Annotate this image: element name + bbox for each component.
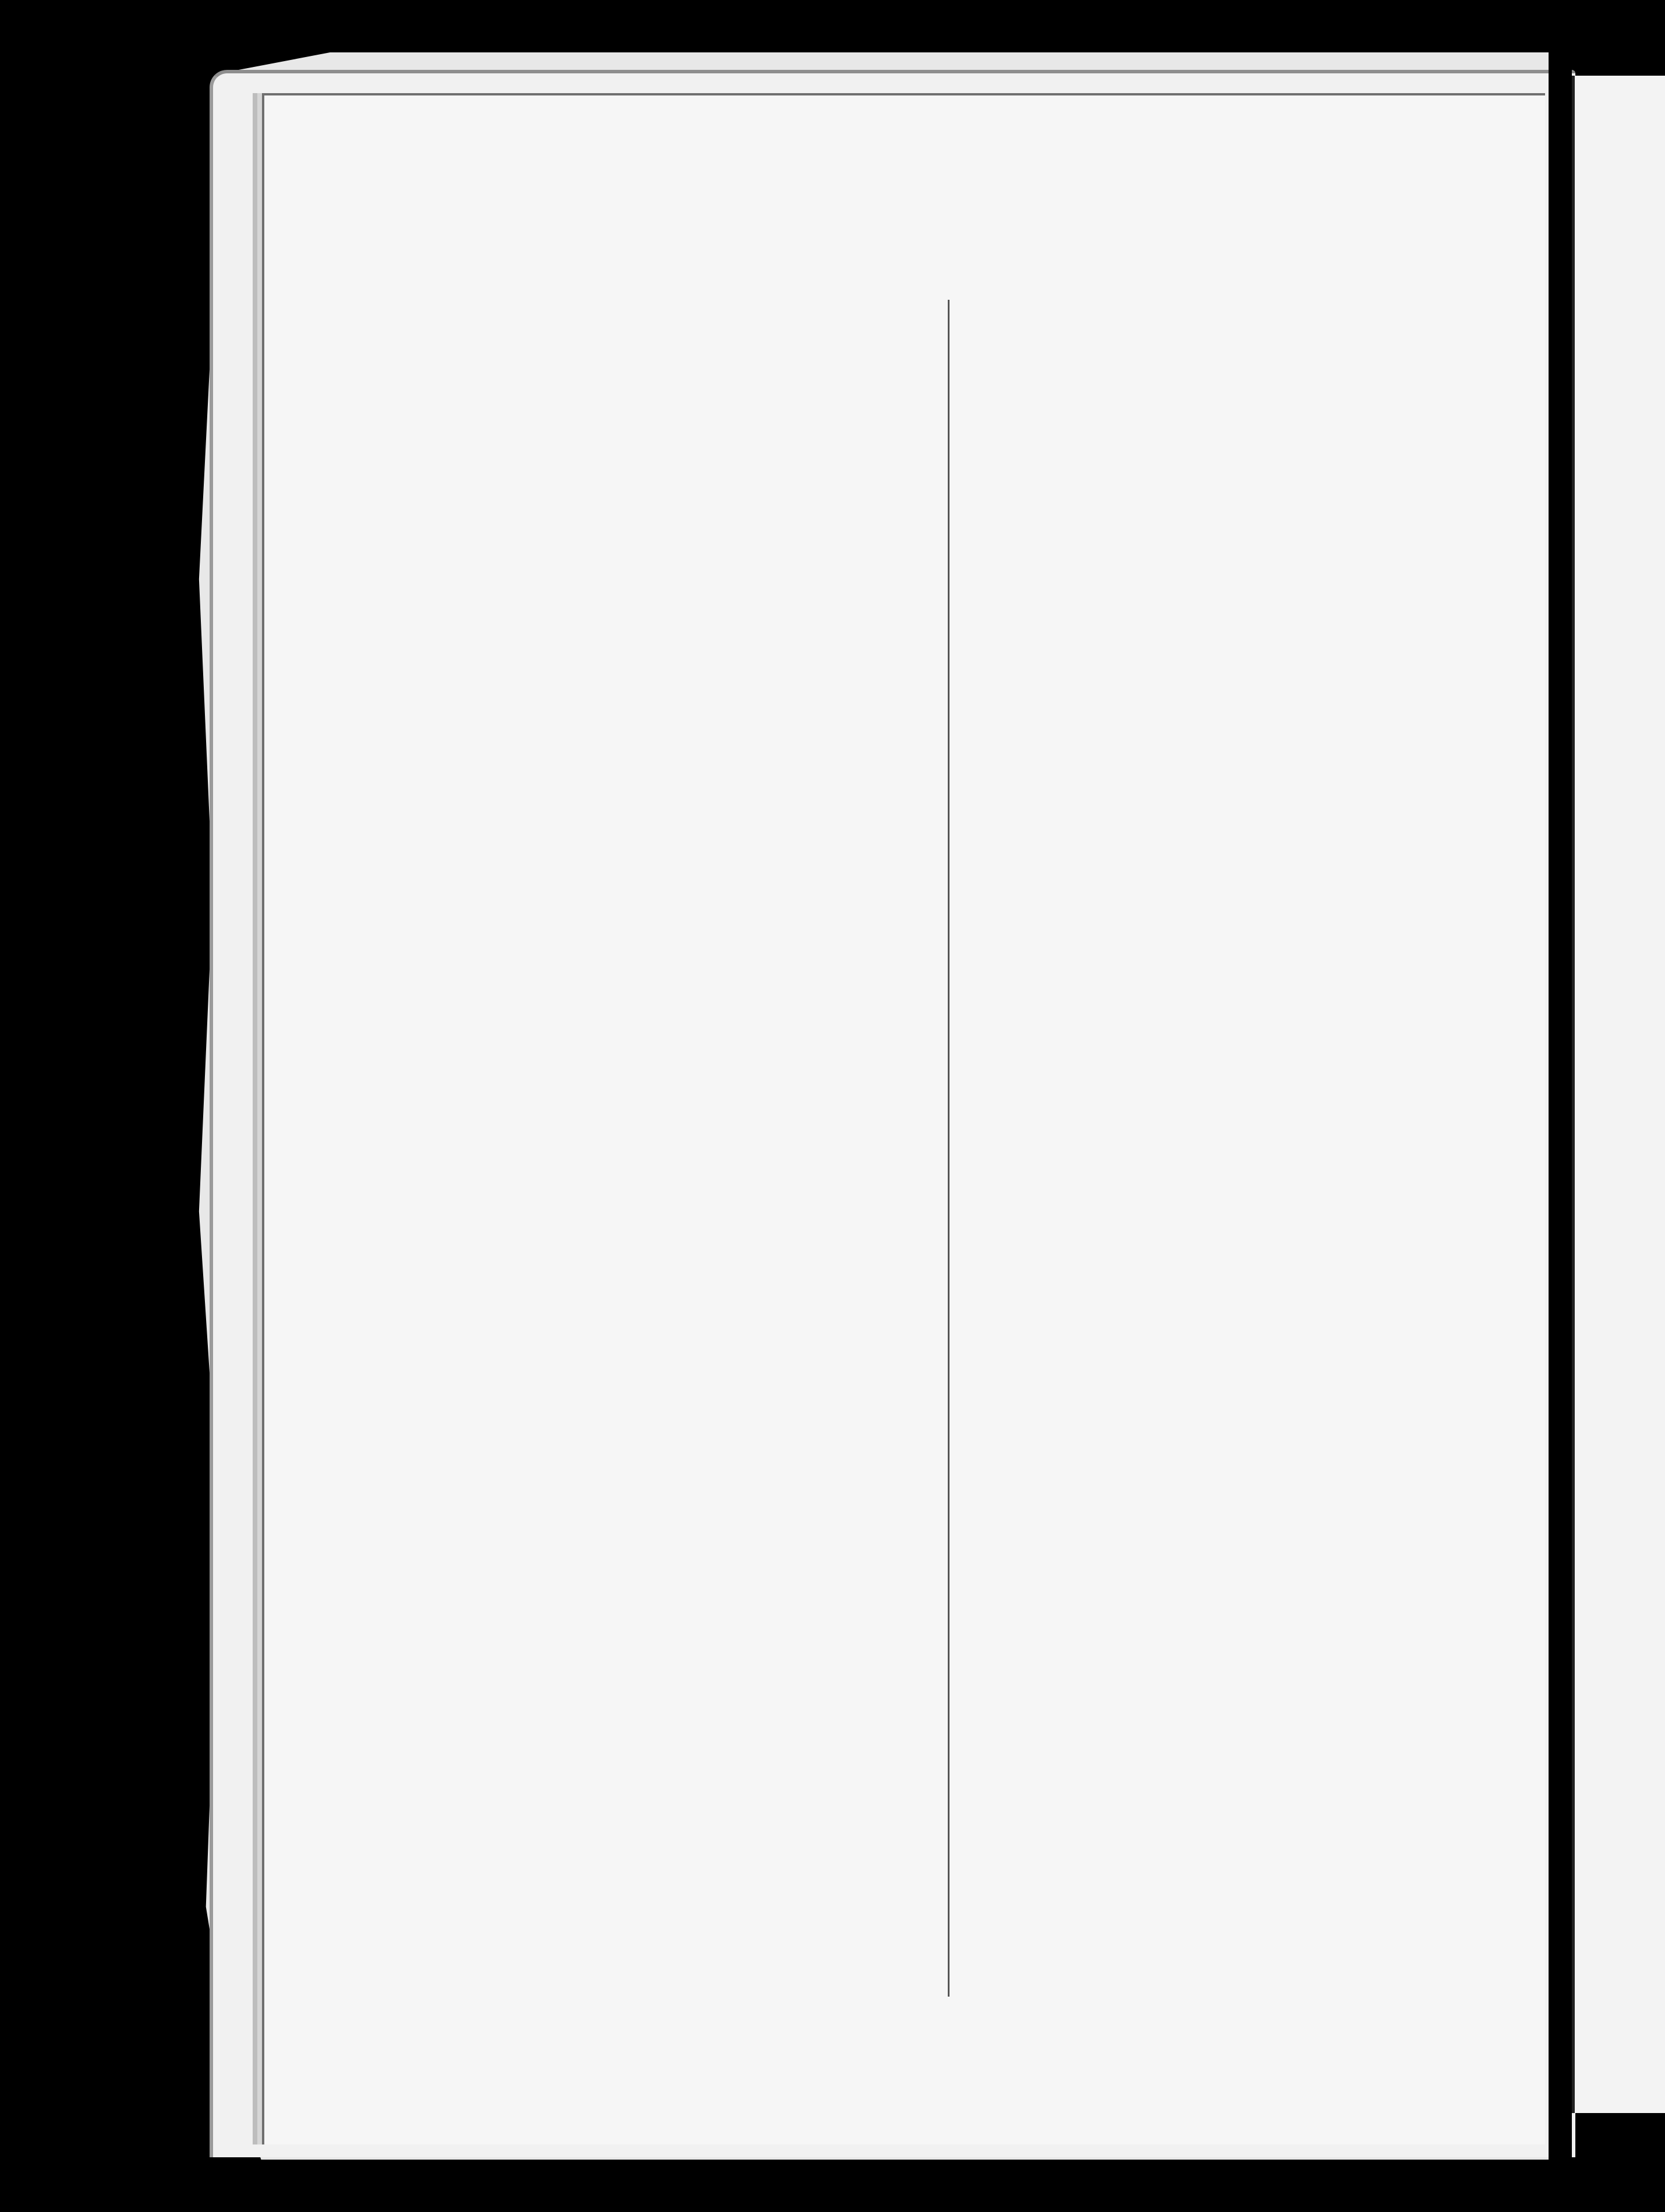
left-column: [422, 297, 945, 312]
column-divider: [948, 300, 950, 1997]
next-page-fragment: [1572, 76, 1665, 2113]
page-gutter: [1549, 0, 1572, 2212]
scanned-page: [262, 93, 1545, 2144]
right-column: [957, 297, 1480, 310]
